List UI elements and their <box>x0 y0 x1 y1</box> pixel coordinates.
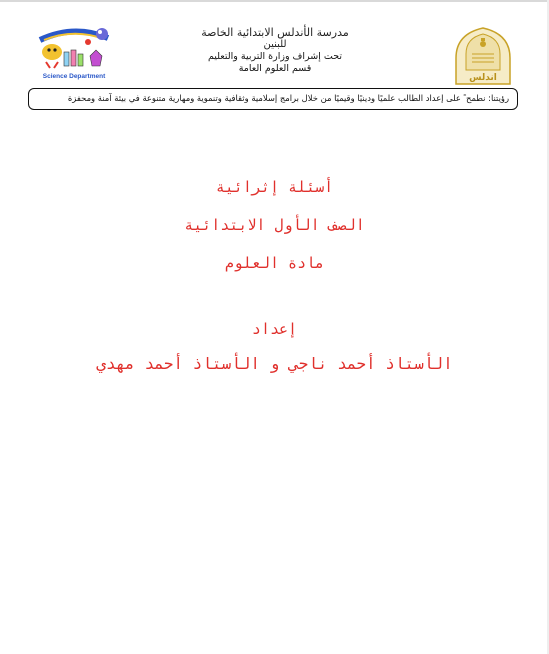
document-title: أسئلة إثرائية <box>215 178 334 196</box>
emblem-label: اندلس <box>469 73 497 83</box>
subject-label: مادة العلوم <box>224 254 325 272</box>
school-header <box>150 26 400 75</box>
prepared-by-label: إعداد <box>251 320 298 338</box>
school-name: مدرسة الأندلس الابتدائية الخاصة <box>201 26 349 39</box>
grade-label: الصف الأول الابتدائية <box>184 216 365 234</box>
page-top-edge <box>0 0 549 2</box>
department-name: قسم العلوم العامة <box>238 63 312 74</box>
science-department-logo <box>30 22 118 82</box>
ministry-supervision: تحت إشراف وزارة التربية والتعليم <box>207 51 343 62</box>
school-emblem-logo <box>448 24 518 86</box>
authors-names: الأستاذ أحمد ناجي و الأستاذ أحمد مهدي <box>96 354 453 373</box>
school-subname: للبنين <box>263 39 287 50</box>
vision-statement: رؤيتنا: نطمح ً على إعداد الطالب علميًا ودينيًا وقيميًا من خلال برامج إسلامية وثقافية وتنموية ومهارية متنوعة في بيئة آمنة ومحفزة <box>28 88 518 110</box>
science-department-label: Science Department <box>42 73 106 80</box>
